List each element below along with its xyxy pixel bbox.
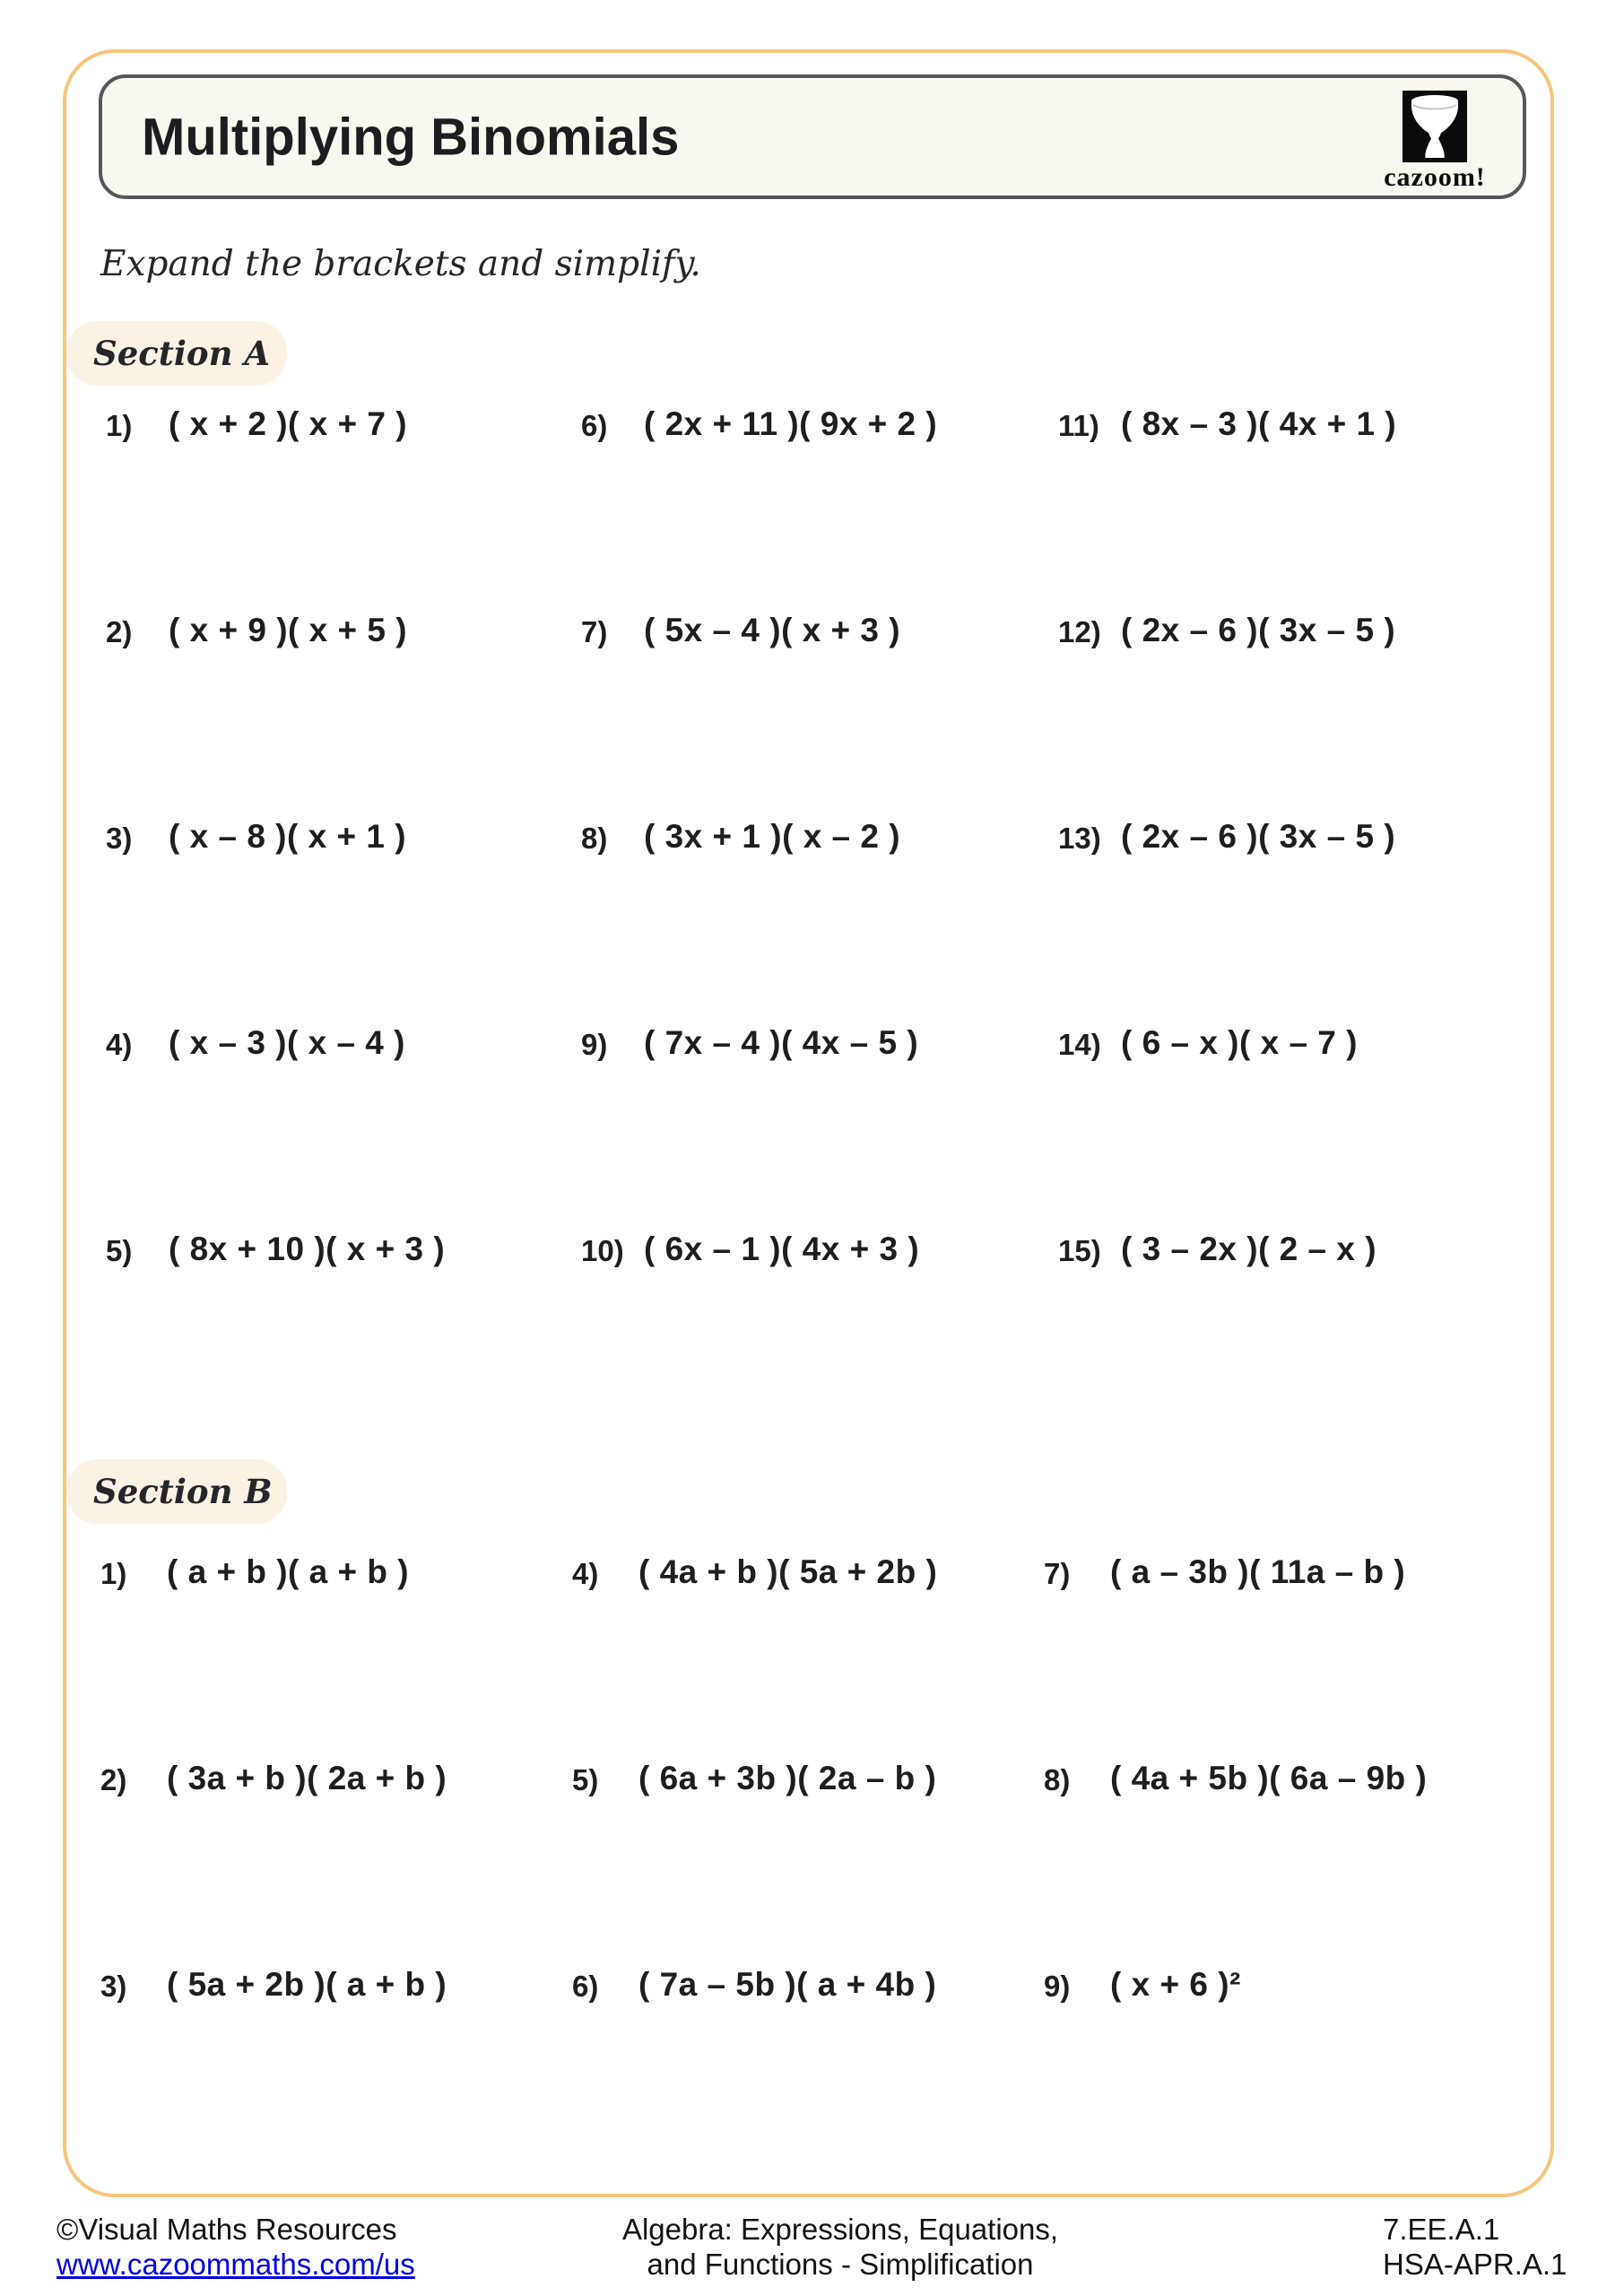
problem-number: 5) (106, 1234, 133, 1267)
problem (572, 1760, 1044, 1966)
problem (1058, 405, 1396, 612)
problem (572, 1966, 1044, 2172)
problem (1058, 818, 1396, 1024)
problem-number: 3) (106, 822, 133, 855)
problem-number: 9) (581, 1028, 608, 1061)
topic-line-2: and Functions - Simplification (647, 2248, 1034, 2281)
footer-topic-block (526, 2212, 1154, 2282)
problem-expression: ( 2x – 6 )( 3x – 5 ) (1121, 818, 1396, 855)
problem-expression: ( 3 – 2x )( 2 – x ) (1121, 1231, 1377, 1267)
problem-expression: ( 4a + b )( 5a + 2b ) (638, 1553, 938, 1590)
page-title: Multiplying Binomials (142, 108, 680, 166)
section-b-problems (100, 1553, 1427, 2172)
problem-expression: ( a + b )( a + b ) (167, 1553, 410, 1590)
problem-expression: ( 4a + 5b )( 6a – 9b ) (1110, 1760, 1428, 1796)
problem-expression: ( x – 8 )( x + 1 ) (169, 818, 407, 855)
section-b-label: Section B (93, 1472, 273, 1511)
problem-expression: ( 2x – 6 )( 3x – 5 ) (1121, 612, 1396, 648)
problem (1044, 1760, 1427, 1966)
problem-number: 8) (1044, 1763, 1071, 1796)
topic-line-1: Algebra: Expressions, Equations, (621, 2213, 1059, 2246)
problem-number: 2) (100, 1763, 127, 1796)
problem-number: 3) (100, 1970, 127, 2003)
problem-expression: ( a – 3b )( 11a – b ) (1110, 1553, 1406, 1590)
problem-number: 7) (581, 615, 608, 648)
problem-number: 1) (106, 409, 133, 442)
problem (1044, 1966, 1427, 2172)
problem-number: 2) (106, 615, 133, 648)
problem-number: 12) (1058, 615, 1101, 648)
problem (1058, 1024, 1396, 1231)
problem (1044, 1553, 1427, 1760)
problem (581, 405, 1058, 612)
problem (572, 1553, 1044, 1760)
problem-expression: ( 6 – x )( x – 7 ) (1121, 1024, 1358, 1061)
problem-expression: ( 8x – 3 )( 4x + 1 ) (1121, 405, 1397, 442)
problem (1058, 612, 1396, 818)
problem (100, 1553, 572, 1760)
section-b-tab (66, 1459, 287, 1524)
footer-copyright-block (56, 2212, 415, 2282)
problem-expression: ( 7a – 5b )( a + 4b ) (638, 1966, 937, 2003)
problem (581, 1231, 1058, 1437)
problem-expression: ( 8x + 10 )( x + 3 ) (169, 1231, 446, 1267)
problem-number: 13) (1058, 822, 1101, 855)
problem-number: 1) (100, 1557, 127, 1590)
problem-number: 9) (1044, 1970, 1071, 2003)
problem-number: 10) (581, 1234, 624, 1267)
problem-expression: ( 5a + 2b )( a + b ) (167, 1966, 447, 2003)
website-link[interactable]: www.cazoommaths.com/us (56, 2248, 415, 2281)
problem (100, 1760, 572, 1966)
problem (1058, 1231, 1396, 1437)
section-a-label: Section A (93, 334, 271, 373)
problem-expression: ( x + 2 )( x + 7 ) (169, 405, 408, 442)
problem-expression: ( 2x + 11 )( 9x + 2 ) (644, 405, 938, 442)
title-bar (99, 74, 1526, 199)
section-a-tab (66, 321, 287, 386)
brand-name: cazoom! (1384, 162, 1486, 192)
problem (106, 1231, 581, 1437)
problem-number: 4) (106, 1028, 133, 1061)
standard-code-2: HSA-APR.A.1 (1383, 2248, 1568, 2281)
footer-standards-block (1383, 2212, 1567, 2282)
problem-number: 15) (1058, 1234, 1101, 1267)
problem-number: 4) (572, 1557, 599, 1590)
problem-number: 5) (572, 1763, 599, 1796)
copyright-text: ©Visual Maths Resources (56, 2213, 397, 2246)
problem-expression: ( 3a + b )( 2a + b ) (167, 1760, 447, 1796)
section-a-problems (106, 405, 1396, 1437)
problem (106, 405, 581, 612)
problem-number: 6) (572, 1970, 599, 2003)
problem-number: 8) (581, 822, 608, 855)
problem-expression: ( 6x – 1 )( 4x + 3 ) (644, 1231, 920, 1267)
problem (581, 1024, 1058, 1231)
problem-expression: ( 5x – 4 )( x + 3 ) (644, 612, 901, 648)
problem-number: 7) (1044, 1557, 1071, 1590)
problem (100, 1966, 572, 2172)
problem-expression: ( x – 3 )( x – 4 ) (169, 1024, 405, 1061)
problem-expression: ( 7x – 4 )( 4x – 5 ) (644, 1024, 919, 1061)
drum-icon (1403, 91, 1467, 162)
problem (106, 612, 581, 818)
problem (581, 818, 1058, 1024)
problem-expression: ( 3x + 1 )( x – 2 ) (644, 818, 901, 855)
problem-number: 11) (1058, 409, 1099, 442)
cazoom-logo (1372, 91, 1498, 191)
standard-code-1: 7.EE.A.1 (1383, 2213, 1500, 2246)
instruction-text: Expand the brackets and simplify. (100, 244, 701, 284)
problem (106, 1024, 581, 1231)
problem-expression: ( x + 9 )( x + 5 ) (169, 612, 408, 648)
problem-expression: ( x + 6 )² (1110, 1966, 1241, 2003)
problem (581, 612, 1058, 818)
problem (106, 818, 581, 1024)
problem-number: 6) (581, 409, 608, 442)
problem-number: 14) (1058, 1028, 1101, 1061)
problem-expression: ( 6a + 3b )( 2a – b ) (638, 1760, 937, 1796)
